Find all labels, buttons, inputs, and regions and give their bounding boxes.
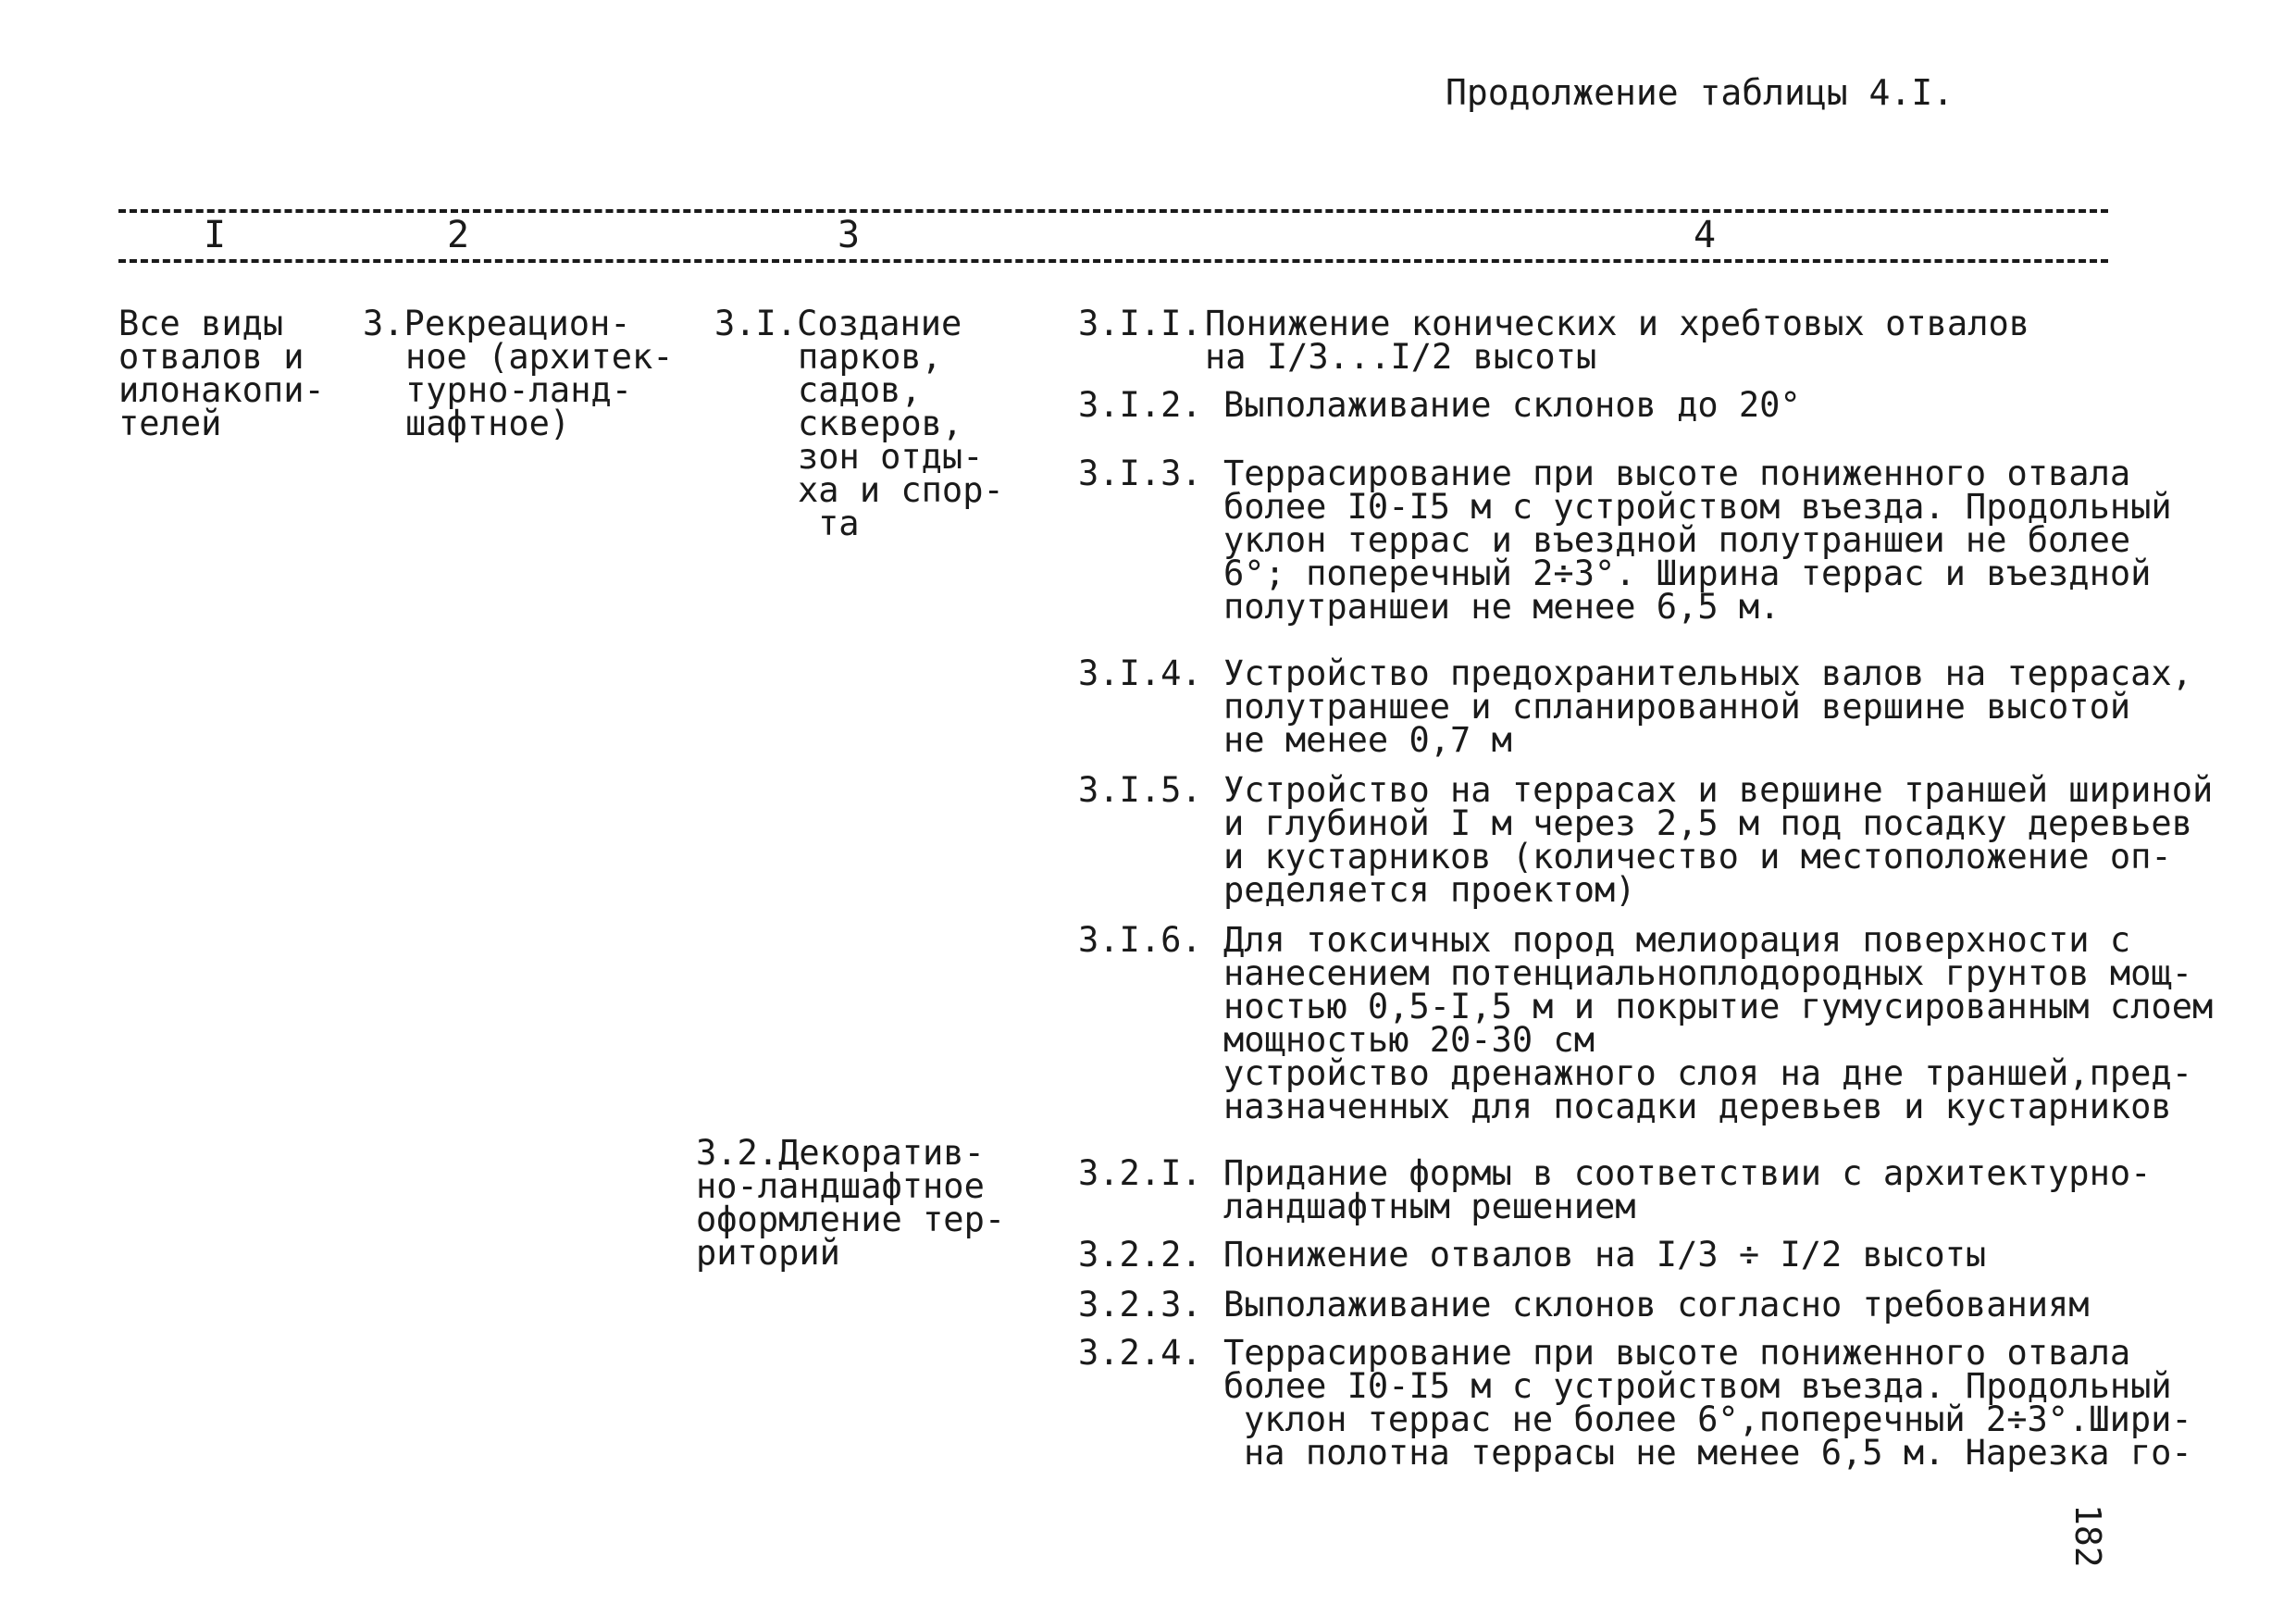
item-number: 3.I.6. [1078, 920, 1202, 960]
item-line: Понижение конических и хребтовых отвалов [1205, 304, 2030, 343]
col3-line: 3.I.Создание [714, 304, 962, 343]
item-line: назначенных для посадки деревьев и кустарников [1223, 1087, 2172, 1126]
col3-line: скверов, [798, 404, 963, 443]
col3-line: 3.2.Декоратив- [696, 1133, 985, 1173]
item-line: Террасирование при высоте пониженного отвала [1223, 1333, 2131, 1373]
item-line: Устройство предохранительных валов на террасах, [1223, 653, 2192, 693]
item-number: 3.I.2. [1078, 385, 1202, 425]
item-line: на I/3...I/2 высоты [1205, 337, 1597, 377]
col2-line: шафтное) [405, 404, 571, 443]
item-number: 3.I.4. [1078, 653, 1202, 693]
item-line: полутраншеи не менее 6,5 м. [1223, 587, 1781, 627]
item-line: устройство дренажного слоя на дне траншей,пред- [1223, 1053, 2192, 1093]
table-continuation-caption: Продолжение таблицы 4.I. [1446, 72, 1955, 113]
column-number-2: 2 [447, 214, 470, 256]
item-line: полутраншее и спланированной вершине высотой [1223, 687, 2131, 727]
item-number: 3.I.I. [1078, 304, 1202, 343]
col1-line: отвалов и [118, 337, 304, 377]
header-rule-top [118, 209, 2108, 213]
item-line: и глубиной I м через 2,5 м под посадку деревьев [1223, 803, 2192, 843]
col3-line: но-ландшафтное [696, 1166, 985, 1206]
item-number: 3.2.3. [1078, 1285, 1202, 1325]
item-line: уклон террас не более 6°,поперечный 2÷3°.Шири- [1244, 1399, 2192, 1439]
item-number: 3.2.4. [1078, 1333, 1202, 1373]
col3-line: оформление тер- [696, 1200, 1006, 1239]
col2-line: 3.Рекреацион- [363, 304, 631, 343]
col3-line: та [818, 504, 860, 543]
item-line: 6°; поперечный 2÷3°. Ширина террас и въездной [1223, 554, 2152, 593]
item-line: Террасирование при высоте пониженного отвала [1223, 454, 2131, 493]
item-line: и кустарников (количество и местоположение оп- [1223, 837, 2172, 877]
column-number-3: 3 [838, 214, 861, 256]
col1-line: илонакопи- [118, 370, 325, 410]
col3-line: ха и спор- [798, 470, 1004, 510]
page-number: 182 [2067, 1504, 2108, 1568]
header-rule-bottom [118, 259, 2108, 263]
item-number: 3.2.2. [1078, 1235, 1202, 1275]
item-line: Для токсичных пород мелиорация поверхности с [1223, 920, 2131, 960]
item-line: на полотна террасы не менее 6,5 м. Нарезка го- [1244, 1433, 2192, 1473]
item-line: мощностью 20-30 см [1223, 1020, 1595, 1060]
column-number-1: I [204, 214, 227, 256]
item-line: нанесением потенциальноплодородных грунтов мощ- [1223, 953, 2192, 993]
item-line: Придание формы в соответствии с архитектурно- [1223, 1153, 2152, 1193]
col1-line: телей [118, 404, 222, 443]
item-line: ландшафтным решением [1223, 1187, 1636, 1226]
item-line: Выполаживание склонов согласно требованиям [1223, 1285, 2090, 1325]
item-line: Выполаживание склонов до 20° [1223, 385, 1801, 425]
col3-line: парков, [798, 337, 942, 377]
col1-line: Все виды [118, 304, 284, 343]
item-line: уклон террас и въездной полутраншеи не более [1223, 520, 2131, 560]
item-line: ностью 0,5-I,5 м и покрытие гумусированным слоем [1223, 987, 2214, 1026]
column-number-4: 4 [1694, 214, 1717, 256]
item-number: 3.2.I. [1078, 1153, 1202, 1193]
col2-line: ное (архитек- [405, 337, 674, 377]
item-line: более I0-I5 м с устройством въезда. Продольный [1223, 487, 2172, 527]
item-line: Устройство на террасах и вершине траншей шириной [1223, 770, 2214, 810]
item-line: более I0-I5 м с устройством въезда. Продольный [1223, 1366, 2172, 1406]
item-line: не менее 0,7 м [1223, 720, 1512, 760]
col3-line: садов, [798, 370, 922, 410]
item-line: ределяется проектом) [1223, 870, 1636, 910]
col3-line: риторий [696, 1233, 840, 1273]
col2-line: турно-ланд- [405, 370, 633, 410]
item-line: Понижение отвалов на I/3 ÷ I/2 высоты [1223, 1235, 1987, 1275]
item-number: 3.I.5. [1078, 770, 1202, 810]
item-number: 3.I.3. [1078, 454, 1202, 493]
col3-line: зон отды- [798, 437, 984, 477]
